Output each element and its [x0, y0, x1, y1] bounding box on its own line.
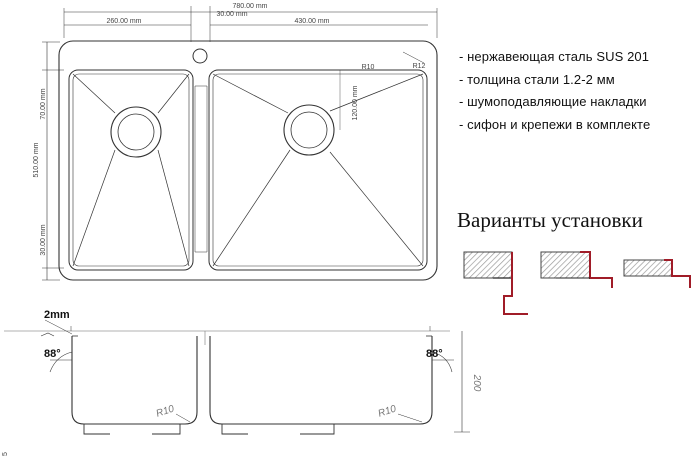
- overall-depth-label: 510.00 mm: [33, 142, 40, 178]
- feature-noise-pads: - шумоподавляющие накладки: [459, 94, 647, 109]
- section-radius-right-label: R10: [376, 403, 398, 420]
- right-bowl: [209, 70, 427, 270]
- top-view: [42, 6, 437, 280]
- install-variant-1: [464, 252, 528, 314]
- left-drain-outer-ring: [111, 107, 161, 157]
- angle-left-label: 88°: [44, 348, 61, 360]
- left-bowl: [69, 70, 193, 270]
- right-drain-outer-ring: [284, 105, 334, 155]
- top-margin-label: 70.00 mm: [40, 88, 47, 120]
- partition-width-label: 30.00 mm: [216, 11, 248, 18]
- radius-r12-label: R12: [412, 63, 426, 70]
- bottom-margin-label: 30.00 mm: [40, 224, 47, 256]
- install-variant-2: [541, 252, 612, 288]
- right-drain: [291, 112, 327, 148]
- feature-material: - нержавеющая сталь SUS 201: [459, 49, 650, 64]
- radius-r10-label: R10: [361, 64, 375, 71]
- sink-outer-rim: [59, 41, 437, 280]
- angle-right-label: 88°: [426, 348, 443, 360]
- faucet-hole: [193, 49, 207, 63]
- overall-width-label: 780.00 mm: [232, 3, 268, 10]
- feature-thickness: - толщина стали 1.2-2 мм: [459, 72, 615, 87]
- left-bowl-width-label: 260.00 mm: [106, 18, 142, 25]
- thickness-label: 2mm: [44, 309, 70, 321]
- section-view: [4, 320, 470, 434]
- section-radius-left-label: R10: [154, 403, 176, 420]
- install-variant-3: [624, 260, 690, 288]
- install-variants-title: Варианты установки: [457, 208, 643, 232]
- left-drain: [118, 114, 154, 150]
- drain-offset-label: 120.00 mm: [352, 85, 359, 121]
- right-bowl-profile: [210, 336, 432, 424]
- right-bowl-width-label: 430.00 mm: [294, 18, 330, 25]
- feature-siphon: - сифон и крепежи в комплекте: [459, 117, 651, 132]
- corner-mark-label: 5: [2, 452, 9, 456]
- section-depth-label: 200: [471, 374, 482, 392]
- left-bowl-profile: [72, 336, 197, 424]
